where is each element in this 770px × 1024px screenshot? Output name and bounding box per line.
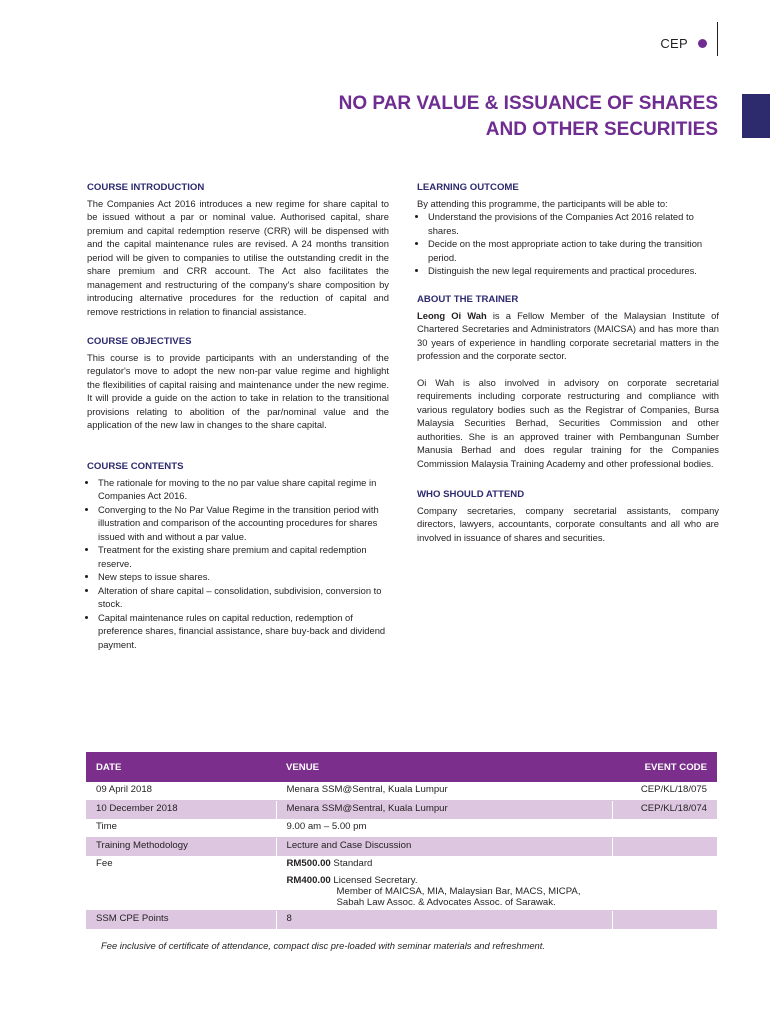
method-value: Lecture and Case Discussion [276, 838, 612, 857]
fee-footnote: Fee inclusive of certificate of attendance, compact disc pre-loaded with seminar materials and refreshment. [101, 940, 545, 951]
attend-heading: WHO SHOULD ATTEND [417, 489, 525, 500]
row-event-code: CEP/KL/18/074 [612, 801, 717, 820]
course-contents [87, 460, 389, 651]
empty-cell [612, 856, 717, 911]
list-item: • The rationale for moving to the no par value share capital regime in Companies Act 2016. [98, 476, 389, 503]
fee-standard-label: Standard [330, 858, 373, 869]
list-item: • Understand the provisions of the Companies Act 2016 related to shares. [428, 210, 719, 237]
list-item: • Converging to the No Par Value Regime in the transition period with illustration and comparison of the accounting procedures for shares issued with and without a par value. [98, 503, 389, 544]
header-venue: VENUE [276, 752, 612, 782]
who-should-attend [417, 488, 719, 544]
course-introduction [87, 181, 389, 318]
table-row [86, 819, 717, 838]
objectives-heading: COURSE OBJECTIVES [87, 336, 192, 347]
row-date: 09 April 2018 [86, 782, 276, 801]
trainer-heading: ABOUT THE TRAINER [417, 294, 519, 305]
empty-cell [612, 911, 717, 930]
intro-heading: COURSE INTRODUCTION [87, 182, 205, 193]
page-title-line2: AND OTHER SECURITIES [485, 119, 718, 140]
side-tab-marker [742, 94, 770, 138]
list-item: • Capital maintenance rules on capital reduction, redemption of preference shares, financial assistance, share buy-back and dividend payment. [98, 611, 389, 652]
objectives-text: This course is to provide participants with an understanding of the regulator's move to adopt the new non-par value regime and highlight the flexibilities of capital raising and maintenance under the new regime. It will provide a guide on the action to take in relation to the transitional provisions relating to abolition of the par/nominal value and the application of the new law in changes to the share capital. [87, 351, 389, 430]
fee-standard [287, 858, 602, 869]
contents-heading: COURSE CONTENTS [87, 461, 184, 472]
fee-licensed-line2: Member of MAICSA, MIA, Malaysian Bar, MACS, MICPA, [336, 886, 581, 897]
row-date: 10 December 2018 [86, 801, 276, 820]
fee-standard-amount: RM500.00 [286, 858, 331, 869]
fee-value [276, 856, 612, 911]
table-row [86, 856, 717, 911]
row-venue: Menara SSM@Sentral, Kuala Lumpur [276, 801, 612, 820]
learning-outcome [417, 181, 719, 278]
table-row [86, 838, 717, 857]
trainer-bio-text: is a Fellow Member of the Malaysian Institute of Chartered Secretaries and Administrators (MAICSA) and has more than 30 years of experience in handling corporate secretarial matters in the profession and the corporate sector. [417, 309, 720, 361]
outcome-heading: LEARNING OUTCOME [417, 182, 519, 193]
course-objectives [87, 335, 389, 432]
row-event-code: CEP/KL/18/075 [612, 782, 717, 801]
attend-text: Company secretaries, company secretarial assistants, company directors, lawyers, accountants, corporate consultants and all who are involved in issuance of shares and securities. [417, 504, 719, 543]
time-value: 9.00 am – 5.00 pm [276, 819, 612, 838]
list-item: • Alteration of share capital – consolidation, subdivision, conversion to stock. [98, 584, 389, 611]
list-item: • New steps to issue shares. [98, 570, 389, 584]
section-dot-icon [698, 39, 707, 48]
page-title [339, 91, 718, 143]
list-item: • Treatment for the existing share premium and capital redemption reserve. [98, 543, 389, 570]
header-date: DATE [86, 752, 276, 782]
row-venue: Menara SSM@Sentral, Kuala Lumpur [276, 782, 612, 801]
trainer-bio [417, 309, 719, 363]
fee-licensed-amount: RM400.00 [286, 875, 331, 886]
fee-licensed-label: Licensed Secretary. [330, 875, 418, 886]
trainer-name: Leong Oi Wah [417, 309, 487, 321]
empty-cell [612, 838, 717, 857]
cpe-label: SSM CPE Points [86, 911, 276, 930]
empty-cell [612, 819, 717, 838]
fee-label: Fee [86, 856, 276, 911]
table-header-row [86, 752, 717, 782]
fee-licensed [287, 875, 602, 886]
list-item: • Distinguish the new legal requirements and practical procedures. [428, 264, 719, 278]
page-title-line1: NO PAR VALUE & ISSUANCE OF SHARES [338, 93, 718, 114]
trainer-bio-2: Oi Wah is also involved in advisory on corporate secretarial requirements including corporate restructuring and compliance with various regulatory bodies such as the Registrar of Companies, Bursa Malaysia Securities Berhad, Securities Commission and other authorities. She is an approved trainer with Pembangunan Sumber Manusia Berhad and does regular training for the Companies Commission Malaysia Training Academy and other professional bodies. [417, 376, 719, 469]
outcome-list [417, 210, 719, 278]
method-label: Training Methodology [86, 838, 276, 857]
table-row [86, 782, 717, 801]
contents-list [87, 476, 389, 652]
cpe-value: 8 [276, 911, 612, 930]
time-label: Time [86, 819, 276, 838]
fee-licensed-line3: Sabah Law Assoc. & Advocates Assoc. of Sarawak. [336, 897, 556, 908]
outcome-lead: By attending this programme, the participants will be able to: [417, 197, 668, 209]
section-label: CEP [660, 36, 688, 51]
table-row [86, 801, 717, 820]
list-item: • Decide on the most appropriate action to take during the transition period. [428, 237, 719, 264]
header-event-code: EVENT CODE [612, 752, 717, 782]
about-trainer [417, 293, 719, 470]
table-row [86, 911, 717, 930]
intro-text: The Companies Act 2016 introduces a new regime for share capital to be issued without a par or nominal value. Authorised capital, share premium and capital redemption reserve (CRR) will be dispensed with and the capital maintenance rules are revised. A 24 months transition period will be given to companies to utilise the outstanding credit in the share premium and CRR account. The Act also facilitates the management and restructuring of the company's share composition by introducing alternative procedures for the reduction of capital and remove restrictions in relation to financial assistance. [87, 197, 389, 317]
header-divider [717, 22, 718, 56]
event-table [86, 752, 717, 929]
